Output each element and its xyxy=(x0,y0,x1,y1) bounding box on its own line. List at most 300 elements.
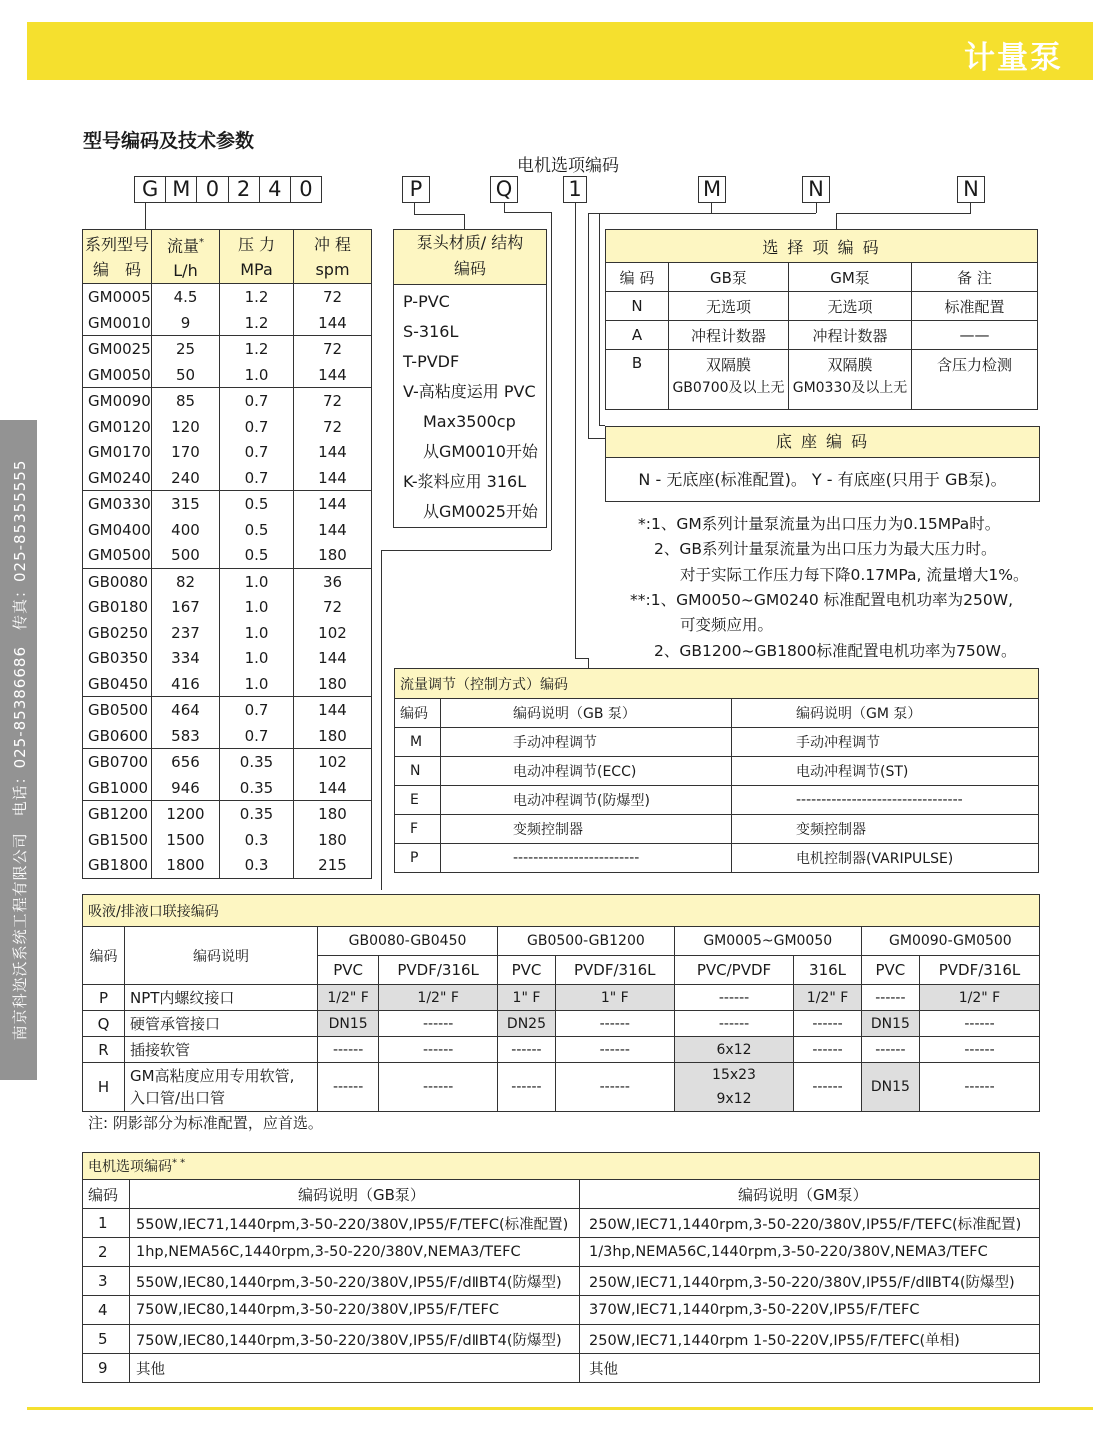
flow-cell: F xyxy=(395,815,441,844)
port-cell: DN15 xyxy=(861,1063,919,1112)
connector-line xyxy=(575,203,576,658)
flow-cell: 电动冲程调节(防爆型) xyxy=(441,786,732,815)
port-sub-header: PVC/PVDF xyxy=(674,956,794,985)
port-cell: ------ xyxy=(794,1063,861,1112)
stroke-cell: 144 xyxy=(294,645,372,671)
header-title: 计量泵 xyxy=(964,40,1063,76)
series-row xyxy=(83,697,372,723)
motor-cell: 370W,IEC71,1440rpm,3-50-220V,IP55/F/TEFC xyxy=(580,1296,1040,1325)
port-group-header: GM0090-GM0500 xyxy=(861,927,1039,956)
series-code-cell: GB0080 xyxy=(83,568,152,594)
option-cell: 冲程计数器 xyxy=(789,321,912,350)
flow-cell: 416 xyxy=(152,671,220,697)
port-sub-header: PVC xyxy=(861,956,919,985)
port-sub-header: PVDF/316L xyxy=(555,956,674,985)
motor-header: 编码说明（GM泵） xyxy=(580,1180,1040,1209)
stroke-cell: 180 xyxy=(294,671,372,697)
motor-row xyxy=(83,1354,1040,1383)
flow-cell: 电动冲程调节(ECC) xyxy=(441,757,732,786)
port-cell: ------ xyxy=(555,1037,674,1063)
port-cell: ------ xyxy=(379,1011,498,1037)
pressure-cell: 0.7 xyxy=(220,723,294,749)
motor-code-caption: 电机选项编码 xyxy=(517,156,619,176)
motor-mark: * * xyxy=(172,1157,186,1169)
flow-cell: 237 xyxy=(152,620,220,646)
flow-mark: * xyxy=(199,237,204,248)
series-col-header xyxy=(83,230,152,284)
stroke-cell: 180 xyxy=(294,827,372,853)
port-code-cell: R xyxy=(83,1037,125,1063)
series-row xyxy=(83,594,372,620)
port-cell: 1/2" F xyxy=(318,985,379,1011)
pressure-cell: 0.7 xyxy=(220,465,294,491)
port-cell: ------ xyxy=(794,1011,861,1037)
series-row xyxy=(83,852,372,878)
series-row xyxy=(83,827,372,853)
stroke-cell: 144 xyxy=(294,310,372,336)
port-code-cell: P xyxy=(83,985,125,1011)
model-code-char: 0 xyxy=(299,177,313,201)
series-code-cell: GB0180 xyxy=(83,594,152,620)
section-title: 型号编码及技术参数 xyxy=(83,130,255,152)
flow-cell: 400 xyxy=(152,517,220,543)
option-cell: 无选项 xyxy=(669,292,789,321)
note-line: **:1、GM0050~GM0240 标准配置电机功率为250W, xyxy=(630,591,1013,609)
model-code-char: M xyxy=(166,177,197,202)
motor-cell: 其他 xyxy=(130,1354,580,1383)
port-cell: ------ xyxy=(555,1011,674,1037)
motor-cell: 9 xyxy=(83,1354,130,1383)
header-text: 系列型号 xyxy=(84,234,149,254)
stroke-cell: 72 xyxy=(294,414,372,440)
series-code-cell: GM0330 xyxy=(83,491,152,517)
connector-line xyxy=(588,438,605,439)
footer-line xyxy=(27,1407,1093,1410)
port-cell: ------ xyxy=(920,1011,1040,1037)
flow-cell: 464 xyxy=(152,697,220,723)
pressure-cell: 1.2 xyxy=(220,284,294,310)
series-code-cell: GM0400 xyxy=(83,517,152,543)
material-line: P-PVC xyxy=(403,292,450,311)
connector-line xyxy=(970,203,971,213)
stroke-cell: 36 xyxy=(294,568,372,594)
flow-cell: 手动冲程调节 xyxy=(732,728,1039,757)
pressure-cell: 0.3 xyxy=(220,827,294,853)
motor-code-box xyxy=(563,176,587,203)
model-code-box xyxy=(134,176,322,203)
series-row xyxy=(83,439,372,465)
flow-cell: 315 xyxy=(152,491,220,517)
flow-row xyxy=(395,786,1039,815)
pressure-cell: 1.0 xyxy=(220,620,294,646)
motor-option-table xyxy=(82,1152,1040,1383)
connector-line xyxy=(711,203,712,213)
note-line: 可变频应用。 xyxy=(680,616,774,634)
flow-cell: 变频控制器 xyxy=(441,815,732,844)
option-cell xyxy=(669,350,789,410)
series-row xyxy=(83,388,372,414)
port-cell: ------ xyxy=(794,1037,861,1063)
port-cell: ------ xyxy=(318,1063,379,1112)
flow-cell: 25 xyxy=(152,336,220,362)
flow-cell: 1200 xyxy=(152,801,220,827)
stroke-cell: 144 xyxy=(294,491,372,517)
flow-header: 编码说明（GM 泵） xyxy=(732,699,1039,728)
flow-row xyxy=(395,757,1039,786)
stroke-cell: 180 xyxy=(294,801,372,827)
model-code-char: G xyxy=(135,177,166,202)
motor-cell: 4 xyxy=(83,1296,130,1325)
series-code-cell: GB0700 xyxy=(83,749,152,775)
pressure-cell: 0.7 xyxy=(220,697,294,723)
pressure-cell: 0.35 xyxy=(220,749,294,775)
flow-cell: 1800 xyxy=(152,852,220,878)
port-cell: 1" F xyxy=(498,985,556,1011)
note-line: 2、GB系列计量泵流量为出口压力为最大压力时。 xyxy=(654,540,997,558)
material-line: 从GM0025开始 xyxy=(423,502,538,521)
connector-line xyxy=(381,550,382,890)
series-row xyxy=(83,801,372,827)
motor-title xyxy=(83,1153,1040,1180)
stroke-cell: 144 xyxy=(294,517,372,543)
stroke-cell: 144 xyxy=(294,697,372,723)
stroke-cell: 102 xyxy=(294,749,372,775)
connector-line xyxy=(381,550,551,551)
material-line: Max3500cp xyxy=(423,412,516,431)
series-code-cell: GM0005 xyxy=(83,284,152,310)
motor-cell: 5 xyxy=(83,1325,130,1354)
note-line: 对于实际工作压力每下降0.17MPa, 流量增大1%。 xyxy=(680,566,1029,584)
flow-cell: --------------------------------- xyxy=(732,786,1039,815)
option-code-box xyxy=(957,176,985,203)
stroke-col-header xyxy=(294,230,372,284)
motor-row xyxy=(83,1209,1040,1238)
series-code-cell: GB0600 xyxy=(83,723,152,749)
port-cell: 1" F xyxy=(555,985,674,1011)
series-code-cell: GB0250 xyxy=(83,620,152,646)
port-cell: ------ xyxy=(674,985,794,1011)
port-cell: ------ xyxy=(861,985,919,1011)
stroke-cell: 102 xyxy=(294,620,372,646)
series-row xyxy=(83,620,372,646)
option-header: 编 码 xyxy=(606,263,669,292)
material-header-text: 泵头材质/ 结构 xyxy=(416,233,524,252)
flow-cell: M xyxy=(395,728,441,757)
motor-cell: 2 xyxy=(83,1238,130,1267)
flow-cell: N xyxy=(395,757,441,786)
series-code-cell: GM0500 xyxy=(83,542,152,568)
stroke-cell: 144 xyxy=(294,465,372,491)
material-line: T-PVDF xyxy=(403,352,460,371)
stroke-cell: 144 xyxy=(294,362,372,388)
port-sub-header: PVC xyxy=(318,956,379,985)
port-code-box xyxy=(698,176,726,203)
option-text: GM0330及以上无 xyxy=(792,380,908,396)
flow-header: 编码 xyxy=(395,699,441,728)
base-code-char: N xyxy=(808,177,824,201)
port-code-cell: Q xyxy=(83,1011,125,1037)
port-cell: ------ xyxy=(674,1011,794,1037)
port-desc-cell xyxy=(125,1063,318,1112)
pressure-cell: 1.0 xyxy=(220,671,294,697)
header-text: MPa xyxy=(240,259,273,279)
series-row xyxy=(83,671,372,697)
material-line: 从GM0010开始 xyxy=(423,442,538,461)
port-cell: ------ xyxy=(861,1037,919,1063)
port-group-header: GB0500-GB1200 xyxy=(498,927,675,956)
stroke-cell: 180 xyxy=(294,723,372,749)
pressure-cell: 0.3 xyxy=(220,852,294,878)
port-desc-text: GM高粘度应用专用软管, xyxy=(130,1067,295,1085)
flow-cell: 240 xyxy=(152,465,220,491)
base-code-box xyxy=(802,176,830,203)
port-desc-cell: 硬管承管接口 xyxy=(125,1011,318,1037)
pressure-cell: 0.5 xyxy=(220,517,294,543)
option-code-table xyxy=(605,229,1038,410)
motor-cell: 750W,IEC80,1440rpm,3-50-220/380V,IP55/F/TEFC xyxy=(130,1296,580,1325)
flow-cell: P xyxy=(395,844,441,873)
model-code-char: 2 xyxy=(229,177,260,202)
option-text: 双隔膜 xyxy=(827,356,873,374)
port-cell-text: 15x23 xyxy=(712,1067,756,1083)
side-contact-text: 南京科迩沃系统工程有限公司 电话：025-85386686 传真：025-85355555 xyxy=(11,459,29,1041)
flow-cell: ------------------------- xyxy=(441,844,732,873)
port-cell: 1/2" F xyxy=(794,985,861,1011)
header-text: 流量 xyxy=(166,236,199,256)
option-header: 备 注 xyxy=(912,263,1038,292)
stroke-cell: 144 xyxy=(294,439,372,465)
port-row xyxy=(83,1037,1040,1063)
port-cell: ------ xyxy=(555,1063,674,1112)
stroke-cell: 72 xyxy=(294,336,372,362)
material-line: V-高粘度运用 PVC xyxy=(403,382,536,401)
flow-cell: 167 xyxy=(152,594,220,620)
header-text: spm xyxy=(315,259,350,279)
series-code-cell: GB1000 xyxy=(83,775,152,801)
option-cell xyxy=(789,350,912,410)
flow-cell: 1500 xyxy=(152,827,220,853)
port-cell: ------ xyxy=(920,1063,1040,1112)
flow-cell: 变频控制器 xyxy=(732,815,1039,844)
port-cell: ------ xyxy=(318,1037,379,1063)
motor-cell: 550W,IEC71,1440rpm,3-50-220/380V,IP55/F/TEFC(标准配置) xyxy=(130,1209,580,1238)
material-header-text: 编码 xyxy=(453,259,486,278)
header-bar xyxy=(27,22,1093,80)
motor-row xyxy=(83,1267,1040,1296)
motor-header: 编码 xyxy=(83,1180,130,1209)
series-code-cell: GB1500 xyxy=(83,827,152,853)
flow-cell: 82 xyxy=(152,568,220,594)
option-cell: 标准配置 xyxy=(912,292,1038,321)
header-text: 编 码 xyxy=(92,259,141,279)
connector-line xyxy=(588,658,589,668)
port-cell: ------ xyxy=(498,1063,556,1112)
connector-line xyxy=(599,213,600,425)
header-text: 压 力 xyxy=(237,234,276,254)
port-title: 吸液/排液口联接编码 xyxy=(83,895,1040,927)
series-code-cell: GB1800 xyxy=(83,852,152,878)
port-sub-header: PVDF/316L xyxy=(379,956,498,985)
port-cell: DN15 xyxy=(861,1011,919,1037)
motor-row xyxy=(83,1238,1040,1267)
motor-cell: 250W,IEC71,1440rpm,3-50-220/380V,IP55/F/dⅡBT4(防爆型) xyxy=(580,1267,1040,1296)
port-cell: 6x12 xyxy=(674,1037,794,1063)
material-code-box xyxy=(402,176,430,203)
motor-row xyxy=(83,1325,1040,1354)
flow-row xyxy=(395,844,1039,873)
flow-cell: 电动冲程调节(ST) xyxy=(732,757,1039,786)
port-cell: ------ xyxy=(498,1037,556,1063)
pressure-cell: 1.0 xyxy=(220,594,294,620)
option-code-char: N xyxy=(963,177,979,201)
stroke-cell: 72 xyxy=(294,594,372,620)
flow-title: 流量调节（控制方式）编码 xyxy=(395,669,1039,699)
header-text: L/h xyxy=(173,261,198,281)
port-desc-cell: 插接软管 xyxy=(125,1037,318,1063)
option-cell: B xyxy=(606,350,669,410)
option-cell: A xyxy=(606,321,669,350)
series-code-cell: GM0090 xyxy=(83,388,152,414)
motor-cell: 750W,IEC80,1440rpm,3-50-220/380V,IP55/F/dⅡBT4(防爆型) xyxy=(130,1325,580,1354)
flow-cell: 500 xyxy=(152,542,220,568)
series-code-cell: GM0025 xyxy=(83,336,152,362)
option-header: GM泵 xyxy=(789,263,912,292)
base-title: 底 座 编 码 xyxy=(606,427,1039,458)
series-code-cell: GM0240 xyxy=(83,465,152,491)
note-line: *:1、GM系列计量泵流量为出口压力为0.15MPa时。 xyxy=(638,515,1001,533)
flow-cell: 50 xyxy=(152,362,220,388)
motor-title-text: 电机选项编码 xyxy=(88,1159,172,1175)
flow-cell: 85 xyxy=(152,388,220,414)
motor-cell: 其他 xyxy=(580,1354,1040,1383)
stroke-cell: 215 xyxy=(294,852,372,878)
pressure-cell: 0.35 xyxy=(220,801,294,827)
flow-cell: 170 xyxy=(152,439,220,465)
motor-row xyxy=(83,1296,1040,1325)
port-row xyxy=(83,1011,1040,1037)
stroke-cell: 144 xyxy=(294,775,372,801)
connector-line xyxy=(836,213,971,230)
port-cell: ------ xyxy=(379,1063,498,1112)
motor-header: 编码说明（GB泵） xyxy=(130,1180,580,1209)
motor-cell: 250W,IEC71,1440rpm 1-50-220V,IP55/F/TEFC(单相) xyxy=(580,1325,1040,1354)
base-text: N - 无底座(标准配置)。 Y - 有底座(只用于 GB泵)。 xyxy=(638,470,1007,489)
series-row xyxy=(83,284,372,310)
pressure-cell: 1.2 xyxy=(220,336,294,362)
port-cell: DN25 xyxy=(498,1011,556,1037)
motor-cell: 3 xyxy=(83,1267,130,1296)
flow-code-box xyxy=(490,176,518,203)
series-code-cell: GM0050 xyxy=(83,362,152,388)
stroke-cell: 180 xyxy=(294,542,372,568)
port-group-header: GB0080-GB0450 xyxy=(318,927,498,956)
flow-cell: 4.5 xyxy=(152,284,220,310)
option-text: 双隔膜 xyxy=(705,356,751,374)
option-text: GB0700及以上无 xyxy=(672,380,785,396)
port-code-char: M xyxy=(702,177,722,201)
pressure-cell: 0.35 xyxy=(220,775,294,801)
option-header: GB泵 xyxy=(669,263,789,292)
port-row xyxy=(83,1063,1040,1112)
port-connection-table xyxy=(82,894,1040,1112)
option-cell: N xyxy=(606,292,669,321)
motor-cell: 250W,IEC71,1440rpm,3-50-220/380V,IP55/F/TEFC(标准配置) xyxy=(580,1209,1040,1238)
pressure-cell: 0.7 xyxy=(220,388,294,414)
port-cell: ------ xyxy=(920,1037,1040,1063)
series-row xyxy=(83,414,372,440)
port-code-cell: H xyxy=(83,1063,125,1112)
port-cell: 1/2" F xyxy=(920,985,1040,1011)
series-row xyxy=(83,775,372,801)
material-line: K-浆料应用 316L xyxy=(403,472,527,491)
connector-line xyxy=(464,214,465,229)
stroke-cell: 72 xyxy=(294,284,372,310)
series-code-cell: GB1200 xyxy=(83,801,152,827)
option-title: 选 择 项 编 码 xyxy=(606,230,1038,263)
series-code-cell: GB0350 xyxy=(83,645,152,671)
series-code-cell: GM0010 xyxy=(83,310,152,336)
connector-line xyxy=(816,203,817,213)
series-row xyxy=(83,491,372,517)
model-code-char: 0 xyxy=(197,177,228,202)
note-line: 2、GB1200~GB1800标准配置电机功率为750W。 xyxy=(654,642,1017,660)
port-sub-header: PVDF/316L xyxy=(920,956,1040,985)
series-row xyxy=(83,645,372,671)
material-header xyxy=(394,230,546,285)
base-code-panel xyxy=(605,426,1040,502)
series-row xyxy=(83,362,372,388)
series-row xyxy=(83,336,372,362)
port-desc-text: 入口管/出口管 xyxy=(130,1089,226,1107)
series-row xyxy=(83,749,372,775)
option-cell: 冲程计数器 xyxy=(669,321,789,350)
series-row xyxy=(83,310,372,336)
series-row xyxy=(83,568,372,594)
series-code-cell: GB0500 xyxy=(83,697,152,723)
flow-cell: 手动冲程调节 xyxy=(441,728,732,757)
motor-cell: 1/3hp,NEMA56C,1440rpm,3-50-220/380V,NEMA3/TEFC xyxy=(580,1238,1040,1267)
pressure-cell: 0.5 xyxy=(220,491,294,517)
port-group-header: GM0005~GM0050 xyxy=(674,927,861,956)
flow-cell: 946 xyxy=(152,775,220,801)
port-cell: DN15 xyxy=(318,1011,379,1037)
motor-cell: 1hp,NEMA56C,1440rpm,3-50-220/380V,NEMA3/TEFC xyxy=(130,1238,580,1267)
series-row xyxy=(83,465,372,491)
series-code-cell: GB0450 xyxy=(83,671,152,697)
connector-line xyxy=(588,213,589,438)
flow-row xyxy=(395,815,1039,844)
port-note: 注: 阴影部分为标准配置，应首选。 xyxy=(88,1114,323,1132)
flow-cell: E xyxy=(395,786,441,815)
series-row xyxy=(83,542,372,568)
connector-line xyxy=(575,658,588,659)
series-code-cell: GM0120 xyxy=(83,414,152,440)
connector-line xyxy=(551,212,552,550)
flow-code-char: Q xyxy=(495,177,513,201)
model-code-char: 4 xyxy=(260,177,291,202)
pressure-cell: 1.0 xyxy=(220,362,294,388)
connector-line xyxy=(504,203,552,213)
pressure-cell: 1.0 xyxy=(220,645,294,671)
pressure-col-header xyxy=(220,230,294,284)
option-cell: —— xyxy=(912,321,1038,350)
series-row xyxy=(83,517,372,543)
option-cell: 含压力检测 xyxy=(912,350,1038,410)
pressure-cell: 0.7 xyxy=(220,414,294,440)
port-cell: ------ xyxy=(379,1037,498,1063)
flow-row xyxy=(395,728,1039,757)
port-cell xyxy=(674,1063,794,1112)
